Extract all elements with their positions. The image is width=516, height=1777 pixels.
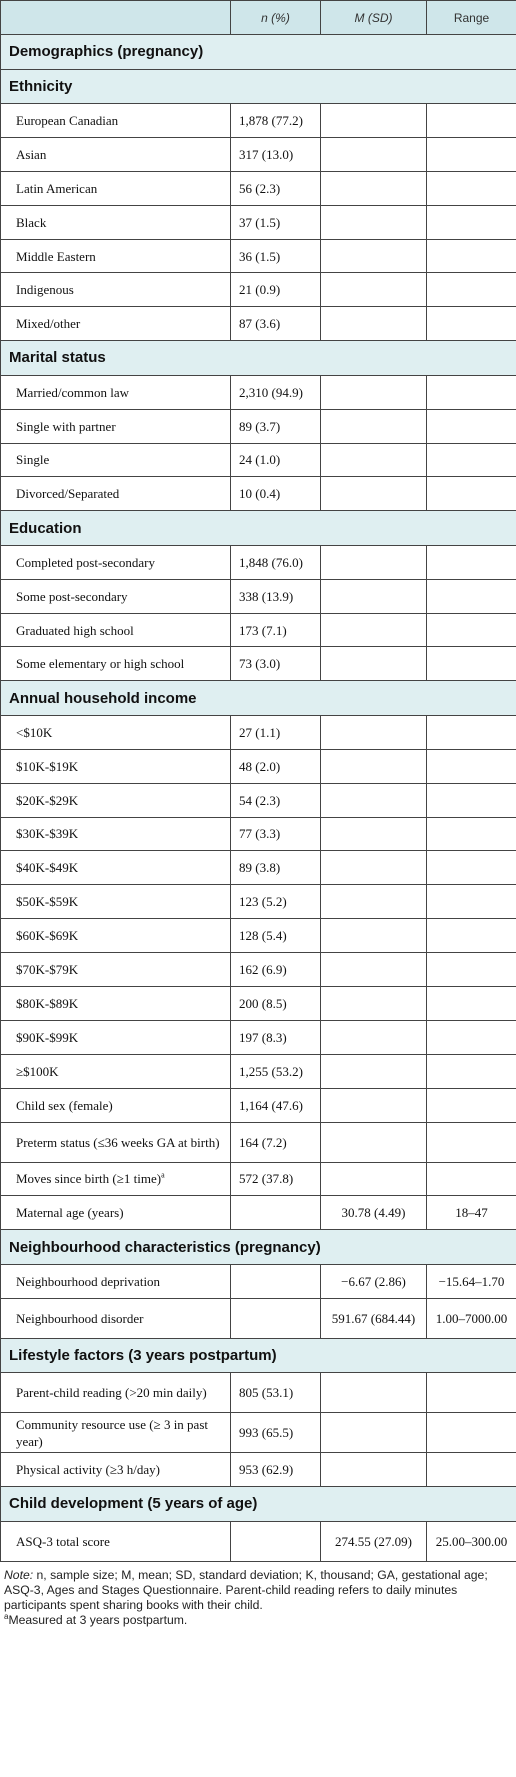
row-child-sex bbox=[1, 1088, 516, 1122]
row-n: 123 (5.2) bbox=[231, 885, 321, 919]
row-n: 89 (3.7) bbox=[231, 409, 321, 443]
header-n-percent: n (%) bbox=[231, 1, 321, 35]
row-n: 1,848 (76.0) bbox=[231, 545, 321, 579]
note-text bbox=[4, 1568, 512, 1613]
table-row bbox=[1, 783, 516, 817]
row-label: Divorced/Separated bbox=[1, 477, 231, 511]
table-row bbox=[1, 986, 516, 1020]
row-range: 18–47 bbox=[427, 1196, 516, 1230]
table-row bbox=[1, 1054, 516, 1088]
row-label: Black bbox=[1, 205, 231, 239]
footnote bbox=[4, 1613, 512, 1628]
row-label: Completed post-secondary bbox=[1, 545, 231, 579]
row-label: $30K-$39K bbox=[1, 817, 231, 851]
table-row bbox=[1, 205, 516, 239]
row-label: $10K-$19K bbox=[1, 749, 231, 783]
row-n: 173 (7.1) bbox=[231, 613, 321, 647]
row-label: Middle Eastern bbox=[1, 239, 231, 273]
row-label: Graduated high school bbox=[1, 613, 231, 647]
row-mean-sd: 591.67 (684.44) bbox=[321, 1298, 427, 1338]
row-n: 162 (6.9) bbox=[231, 953, 321, 987]
row-n: 953 (62.9) bbox=[231, 1453, 321, 1487]
row-maternal-age bbox=[1, 1196, 516, 1230]
row-label: Asian bbox=[1, 137, 231, 171]
table-row bbox=[1, 137, 516, 171]
table-row bbox=[1, 1020, 516, 1054]
row-label: Physical activity (≥3 h/day) bbox=[1, 1453, 231, 1487]
row-n: 24 (1.0) bbox=[231, 443, 321, 477]
row-label: Community resource use (≥ 3 in past year) bbox=[1, 1413, 231, 1453]
row-label bbox=[1, 1162, 231, 1196]
row-physical bbox=[1, 1453, 516, 1487]
row-n: 77 (3.3) bbox=[231, 817, 321, 851]
row-label: Indigenous bbox=[1, 273, 231, 307]
row-asq bbox=[1, 1521, 516, 1561]
row-n: 197 (8.3) bbox=[231, 1020, 321, 1054]
row-n: 128 (5.4) bbox=[231, 919, 321, 953]
row-label: Some post-secondary bbox=[1, 579, 231, 613]
row-label: $50K-$59K bbox=[1, 885, 231, 919]
row-n: 37 (1.5) bbox=[231, 205, 321, 239]
row-n: 10 (0.4) bbox=[231, 477, 321, 511]
header-blank bbox=[1, 1, 231, 35]
table-row bbox=[1, 273, 516, 307]
row-n: 200 (8.5) bbox=[231, 986, 321, 1020]
row-label: $70K-$79K bbox=[1, 953, 231, 987]
section-education: Education bbox=[1, 511, 516, 546]
row-mean-sd: 30.78 (4.49) bbox=[321, 1196, 427, 1230]
table-row bbox=[1, 851, 516, 885]
section-marital-status: Marital status bbox=[1, 341, 516, 376]
section-child-development: Child development (5 years of age) bbox=[1, 1487, 516, 1522]
table-row bbox=[1, 477, 516, 511]
row-reading bbox=[1, 1373, 516, 1413]
table-row bbox=[1, 443, 516, 477]
table-row bbox=[1, 104, 516, 138]
row-n: 1,164 (47.6) bbox=[231, 1088, 321, 1122]
row-label: $60K-$69K bbox=[1, 919, 231, 953]
section-ethnicity: Ethnicity bbox=[1, 69, 516, 104]
row-mean-sd: 274.55 (27.09) bbox=[321, 1521, 427, 1561]
row-label: $80K-$89K bbox=[1, 986, 231, 1020]
row-label: European Canadian bbox=[1, 104, 231, 138]
row-disorder bbox=[1, 1298, 516, 1338]
row-n: 54 (2.3) bbox=[231, 783, 321, 817]
table-row bbox=[1, 885, 516, 919]
row-n: 73 (3.0) bbox=[231, 647, 321, 681]
row-moves bbox=[1, 1162, 516, 1196]
footnote-mark: a bbox=[4, 1611, 9, 1621]
table-row bbox=[1, 239, 516, 273]
row-label: $90K-$99K bbox=[1, 1020, 231, 1054]
note-body: n, sample size; M, mean; SD, standard deviation; K, thousand; GA, gestational age; ASQ-3, Ages and Stages Questionnaire. Parent-child reading refers to daily minutes participants spent sharing books with their child. bbox=[4, 1567, 488, 1612]
table-row bbox=[1, 171, 516, 205]
table-row bbox=[1, 545, 516, 579]
row-n: 317 (13.0) bbox=[231, 137, 321, 171]
row-n: 338 (13.9) bbox=[231, 579, 321, 613]
row-n: 2,310 (94.9) bbox=[231, 375, 321, 409]
header-mean-sd: M (SD) bbox=[321, 1, 427, 35]
row-n: 36 (1.5) bbox=[231, 239, 321, 273]
note-prefix: Note: bbox=[4, 1567, 34, 1582]
row-range: 1.00–7000.00 bbox=[427, 1298, 516, 1338]
row-n: 21 (0.9) bbox=[231, 273, 321, 307]
row-n: 805 (53.1) bbox=[231, 1373, 321, 1413]
row-label: $40K-$49K bbox=[1, 851, 231, 885]
row-label: Neighbourhood deprivation bbox=[1, 1264, 231, 1298]
row-label: Married/common law bbox=[1, 375, 231, 409]
table-row bbox=[1, 817, 516, 851]
footnote-mark: a bbox=[161, 1171, 165, 1181]
footnote-text: Measured at 3 years postpartum. bbox=[8, 1612, 188, 1627]
table-row bbox=[1, 375, 516, 409]
row-preterm bbox=[1, 1122, 516, 1162]
row-label: ≥$100K bbox=[1, 1054, 231, 1088]
table-row bbox=[1, 579, 516, 613]
row-mean-sd: −6.67 (2.86) bbox=[321, 1264, 427, 1298]
table-row bbox=[1, 953, 516, 987]
header-row bbox=[1, 1, 516, 35]
row-community bbox=[1, 1413, 516, 1453]
row-label: $20K-$29K bbox=[1, 783, 231, 817]
section-lifestyle: Lifestyle factors (3 years postpartum) bbox=[1, 1338, 516, 1373]
section-demographics: Demographics (pregnancy) bbox=[1, 35, 516, 70]
row-range: 25.00–300.00 bbox=[427, 1521, 516, 1561]
row-label: Single bbox=[1, 443, 231, 477]
row-label: Latin American bbox=[1, 171, 231, 205]
row-n: 993 (65.5) bbox=[231, 1413, 321, 1453]
table-row bbox=[1, 613, 516, 647]
section-neighbourhood: Neighbourhood characteristics (pregnancy) bbox=[1, 1230, 516, 1265]
row-label: Maternal age (years) bbox=[1, 1196, 231, 1230]
row-range: −15.64–1.70 bbox=[427, 1264, 516, 1298]
row-label: Child sex (female) bbox=[1, 1088, 231, 1122]
row-label: Preterm status (≤36 weeks GA at birth) bbox=[1, 1122, 231, 1162]
row-deprivation bbox=[1, 1264, 516, 1298]
row-n: 89 (3.8) bbox=[231, 851, 321, 885]
row-n: 87 (3.6) bbox=[231, 307, 321, 341]
header-range: Range bbox=[427, 1, 516, 35]
table-row bbox=[1, 647, 516, 681]
table-row bbox=[1, 715, 516, 749]
row-n: 48 (2.0) bbox=[231, 749, 321, 783]
table-row bbox=[1, 919, 516, 953]
table-row bbox=[1, 749, 516, 783]
table-row bbox=[1, 307, 516, 341]
row-n: 27 (1.1) bbox=[231, 715, 321, 749]
row-n: 1,878 (77.2) bbox=[231, 104, 321, 138]
row-label: Some elementary or high school bbox=[1, 647, 231, 681]
table-note bbox=[0, 1562, 516, 1628]
row-n: 1,255 (53.2) bbox=[231, 1054, 321, 1088]
row-label: Single with partner bbox=[1, 409, 231, 443]
section-income: Annual household income bbox=[1, 681, 516, 716]
row-label: <$10K bbox=[1, 715, 231, 749]
moves-label-text: Moves since birth (≥1 time) bbox=[16, 1171, 162, 1187]
row-label: Parent-child reading (>20 min daily) bbox=[1, 1373, 231, 1413]
row-label: ASQ-3 total score bbox=[1, 1521, 231, 1561]
row-n: 572 (37.8) bbox=[231, 1162, 321, 1196]
row-label: Neighbourhood disorder bbox=[1, 1298, 231, 1338]
row-n: 164 (7.2) bbox=[231, 1122, 321, 1162]
row-label: Mixed/other bbox=[1, 307, 231, 341]
table-row bbox=[1, 409, 516, 443]
row-n: 56 (2.3) bbox=[231, 171, 321, 205]
